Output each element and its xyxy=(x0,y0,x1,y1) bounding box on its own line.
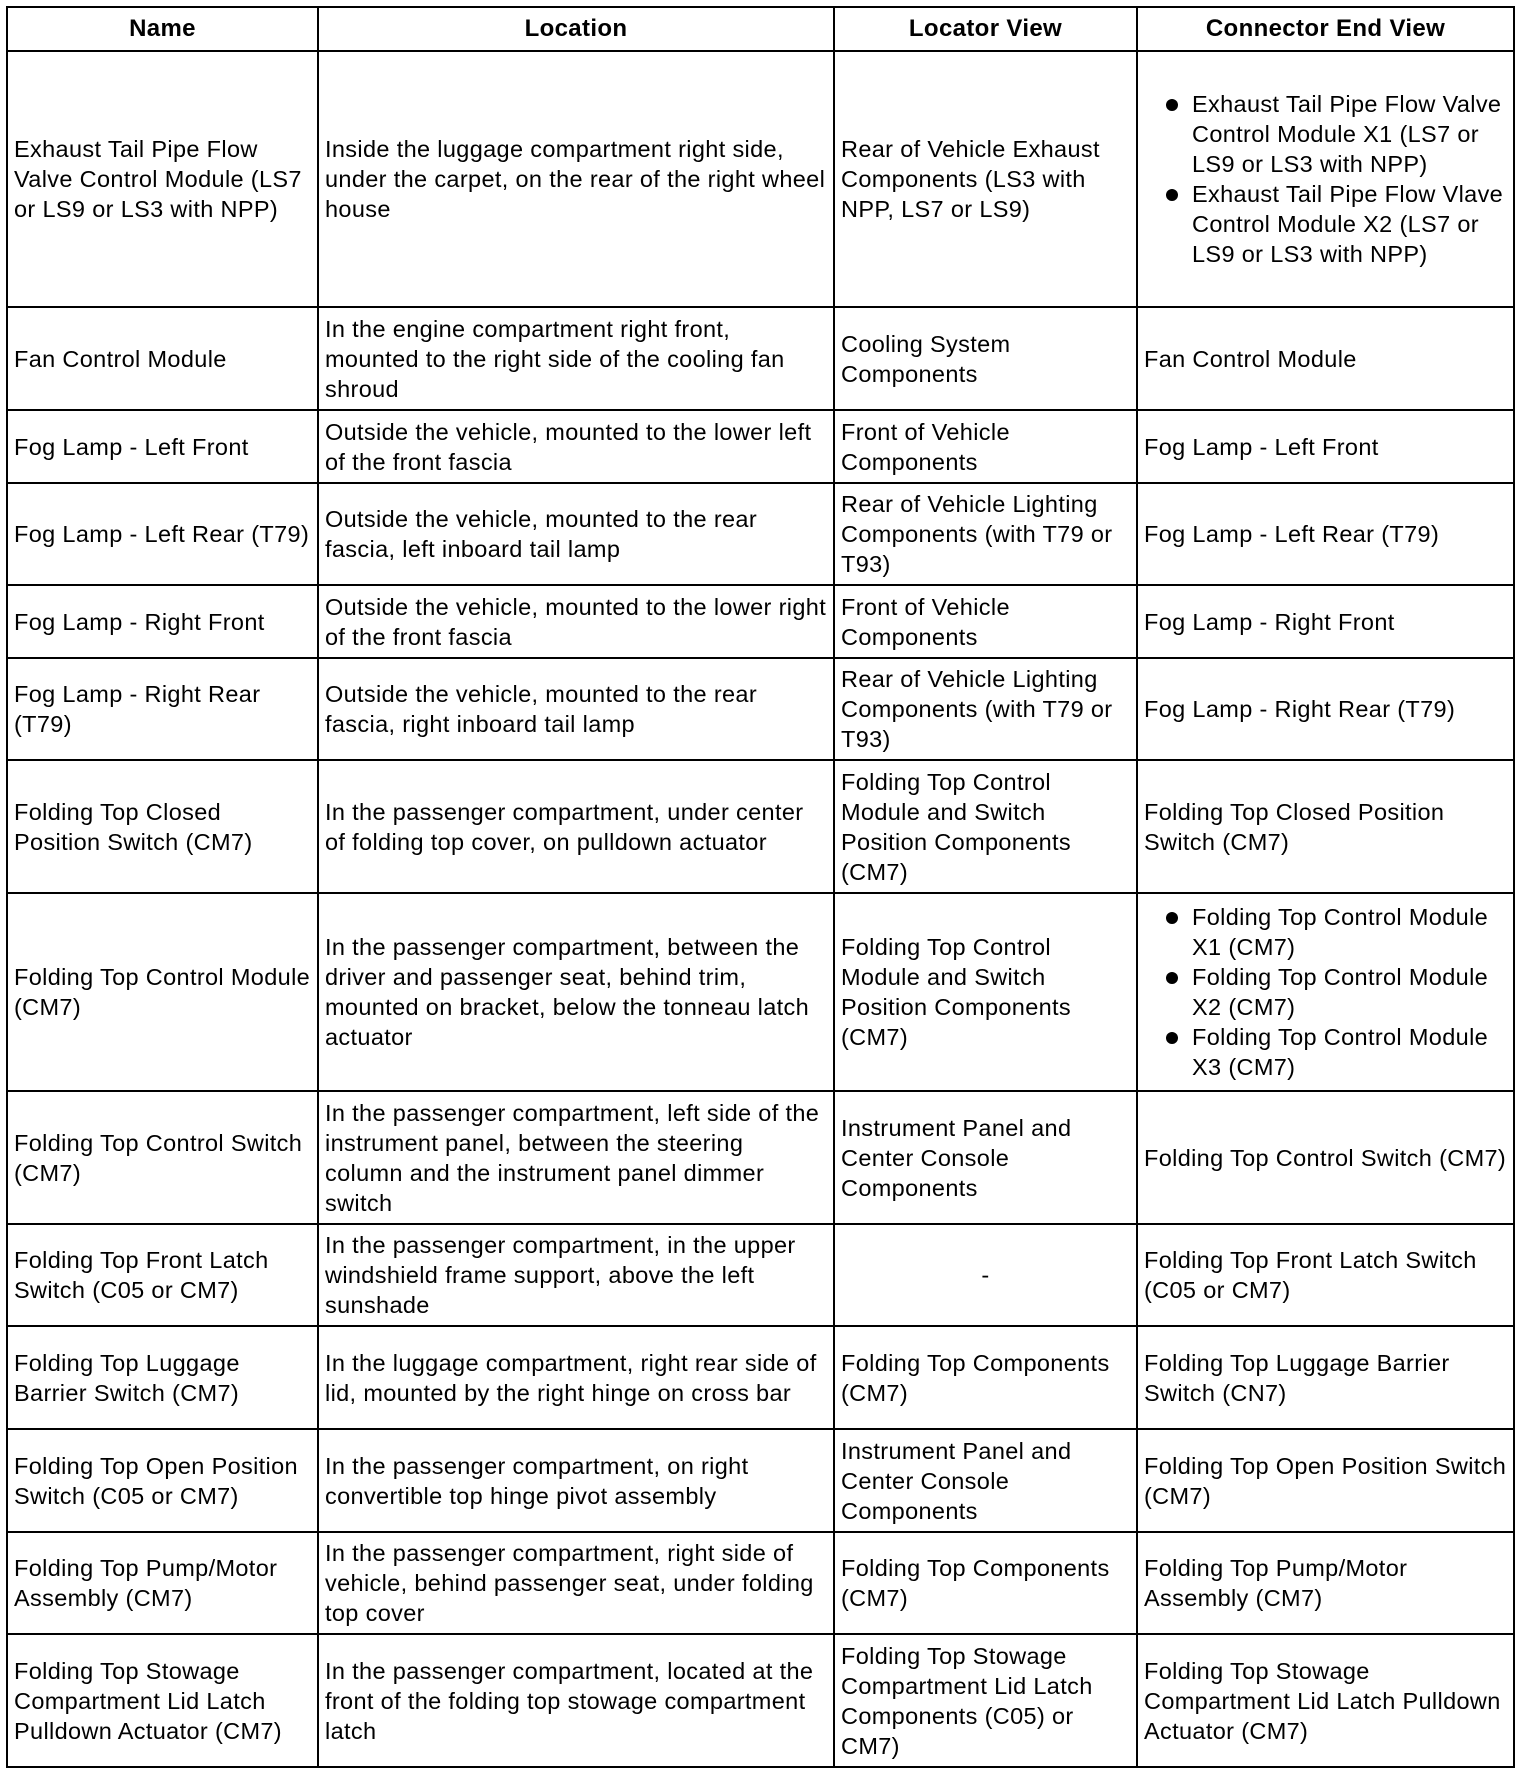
table-row xyxy=(7,585,1514,658)
cell-locator-view: Instrument Panel and Center Console Components xyxy=(834,1091,1137,1224)
connector-list xyxy=(1144,89,1507,269)
table-row xyxy=(7,1091,1514,1224)
table-row xyxy=(7,658,1514,760)
cell-locator-view: Rear of Vehicle Exhaust Components (LS3 with NPP, LS7 or LS9) xyxy=(834,51,1137,307)
table-row xyxy=(7,1634,1514,1767)
table-row xyxy=(7,893,1514,1091)
table-row xyxy=(7,1224,1514,1326)
connector-item-text: Exhaust Tail Pipe Flow Vlave Control Module X2 (LS7 or LS9 or LS3 with NPP) xyxy=(1192,181,1504,267)
cell-locator-view: Folding Top Control Module and Switch Position Components (CM7) xyxy=(834,893,1137,1091)
connector-list-item xyxy=(1144,89,1507,179)
cell-location: Outside the vehicle, mounted to the lower left of the front fascia xyxy=(318,410,834,483)
cell-locator-view: Cooling System Components xyxy=(834,307,1137,410)
cell-locator-view: Front of Vehicle Components xyxy=(834,410,1137,483)
cell-name: Folding Top Control Module (CM7) xyxy=(7,893,318,1091)
cell-locator-view: Front of Vehicle Components xyxy=(834,585,1137,658)
cell-connector-end-view: Fog Lamp - Right Front xyxy=(1137,585,1514,658)
connector-list xyxy=(1144,902,1507,1082)
cell-locator-view: Folding Top Stowage Compartment Lid Latch Components (C05) or CM7) xyxy=(834,1634,1137,1767)
connector-list-item xyxy=(1144,902,1507,962)
bullet-icon xyxy=(1166,972,1178,984)
cell-connector-end-view: Folding Top Closed Position Switch (CM7) xyxy=(1137,760,1514,893)
cell-location: In the passenger compartment, under center of folding top cover, on pulldown actuator xyxy=(318,760,834,893)
header-locator-view: Locator View xyxy=(834,7,1137,51)
cell-name: Folding Top Closed Position Switch (CM7) xyxy=(7,760,318,893)
header-name: Name xyxy=(7,7,318,51)
connector-item-text: Folding Top Control Module X1 (CM7) xyxy=(1192,904,1489,960)
cell-name: Folding Top Front Latch Switch (C05 or CM7) xyxy=(7,1224,318,1326)
cell-connector-end-view: Fog Lamp - Right Rear (T79) xyxy=(1137,658,1514,760)
cell-locator-view: Rear of Vehicle Lighting Components (with T79 or T93) xyxy=(834,483,1137,585)
cell-name: Folding Top Luggage Barrier Switch (CM7) xyxy=(7,1326,318,1429)
cell-connector-end-view: Folding Top Stowage Compartment Lid Latch Pulldown Actuator (CM7) xyxy=(1137,1634,1514,1767)
cell-name: Fog Lamp - Left Front xyxy=(7,410,318,483)
table-row xyxy=(7,483,1514,585)
table-row xyxy=(7,307,1514,410)
bullet-icon xyxy=(1166,1032,1178,1044)
bullet-icon xyxy=(1166,99,1178,111)
cell-location: In the engine compartment right front, mounted to the right side of the cooling fan shroud xyxy=(318,307,834,410)
cell-locator-view: Rear of Vehicle Lighting Components (with T79 or T93) xyxy=(834,658,1137,760)
table-row xyxy=(7,1532,1514,1634)
cell-locator-view: Folding Top Components (CM7) xyxy=(834,1532,1137,1634)
cell-connector-end-view: Folding Top Open Position Switch (CM7) xyxy=(1137,1429,1514,1532)
cell-location: Outside the vehicle, mounted to the lower right of the front fascia xyxy=(318,585,834,658)
cell-locator-view: Instrument Panel and Center Console Components xyxy=(834,1429,1137,1532)
header-location: Location xyxy=(318,7,834,51)
header-row xyxy=(7,7,1514,51)
cell-connector-end-view xyxy=(1137,893,1514,1091)
cell-name: Folding Top Stowage Compartment Lid Latch Pulldown Actuator (CM7) xyxy=(7,1634,318,1767)
cell-connector-end-view: Fog Lamp - Left Front xyxy=(1137,410,1514,483)
connector-list-item xyxy=(1144,1022,1507,1082)
cell-name: Folding Top Control Switch (CM7) xyxy=(7,1091,318,1224)
bullet-icon xyxy=(1166,189,1178,201)
bullet-icon xyxy=(1166,912,1178,924)
component-locator-table xyxy=(6,6,1515,1768)
table-row xyxy=(7,410,1514,483)
cell-name: Fog Lamp - Left Rear (T79) xyxy=(7,483,318,585)
table-row xyxy=(7,1429,1514,1532)
cell-name: Fog Lamp - Right Front xyxy=(7,585,318,658)
cell-location: In the passenger compartment, left side of the instrument panel, between the steering column and the instrument panel dimmer switch xyxy=(318,1091,834,1224)
table-row xyxy=(7,1326,1514,1429)
cell-connector-end-view: Fog Lamp - Left Rear (T79) xyxy=(1137,483,1514,585)
cell-connector-end-view: Folding Top Pump/Motor Assembly (CM7) xyxy=(1137,1532,1514,1634)
cell-locator-view: - xyxy=(834,1224,1137,1326)
cell-name: Folding Top Open Position Switch (C05 or CM7) xyxy=(7,1429,318,1532)
cell-location: Outside the vehicle, mounted to the rear fascia, right inboard tail lamp xyxy=(318,658,834,760)
cell-location: In the luggage compartment, right rear side of lid, mounted by the right hinge on cross bar xyxy=(318,1326,834,1429)
cell-connector-end-view xyxy=(1137,51,1514,307)
cell-connector-end-view: Fan Control Module xyxy=(1137,307,1514,410)
cell-location: In the passenger compartment, between the driver and passenger seat, behind trim, mounted on bracket, below the tonneau latch actuator xyxy=(318,893,834,1091)
cell-location: Inside the luggage compartment right side, under the carpet, on the rear of the right wheel house xyxy=(318,51,834,307)
table-row xyxy=(7,51,1514,307)
cell-location: In the passenger compartment, right side of vehicle, behind passenger seat, under folding top cover xyxy=(318,1532,834,1634)
connector-item-text: Folding Top Control Module X3 (CM7) xyxy=(1192,1024,1489,1080)
connector-item-text: Folding Top Control Module X2 (CM7) xyxy=(1192,964,1489,1020)
cell-name: Folding Top Pump/Motor Assembly (CM7) xyxy=(7,1532,318,1634)
connector-list-item xyxy=(1144,962,1507,1022)
cell-connector-end-view: Folding Top Luggage Barrier Switch (CN7) xyxy=(1137,1326,1514,1429)
cell-name: Exhaust Tail Pipe Flow Valve Control Module (LS7 or LS9 or LS3 with NPP) xyxy=(7,51,318,307)
cell-name: Fan Control Module xyxy=(7,307,318,410)
cell-locator-view: Folding Top Control Module and Switch Position Components (CM7) xyxy=(834,760,1137,893)
cell-location: In the passenger compartment, located at the front of the folding top stowage compartment latch xyxy=(318,1634,834,1767)
cell-location: Outside the vehicle, mounted to the rear fascia, left inboard tail lamp xyxy=(318,483,834,585)
cell-connector-end-view: Folding Top Front Latch Switch (C05 or CM7) xyxy=(1137,1224,1514,1326)
header-connector-end-view: Connector End View xyxy=(1137,7,1514,51)
cell-location: In the passenger compartment, in the upper windshield frame support, above the left sunshade xyxy=(318,1224,834,1326)
table-row xyxy=(7,760,1514,893)
cell-connector-end-view: Folding Top Control Switch (CM7) xyxy=(1137,1091,1514,1224)
cell-locator-view: Folding Top Components (CM7) xyxy=(834,1326,1137,1429)
cell-location: In the passenger compartment, on right convertible top hinge pivot assembly xyxy=(318,1429,834,1532)
cell-name: Fog Lamp - Right Rear (T79) xyxy=(7,658,318,760)
connector-item-text: Exhaust Tail Pipe Flow Valve Control Module X1 (LS7 or LS9 or LS3 with NPP) xyxy=(1192,91,1502,177)
connector-list-item xyxy=(1144,179,1507,269)
